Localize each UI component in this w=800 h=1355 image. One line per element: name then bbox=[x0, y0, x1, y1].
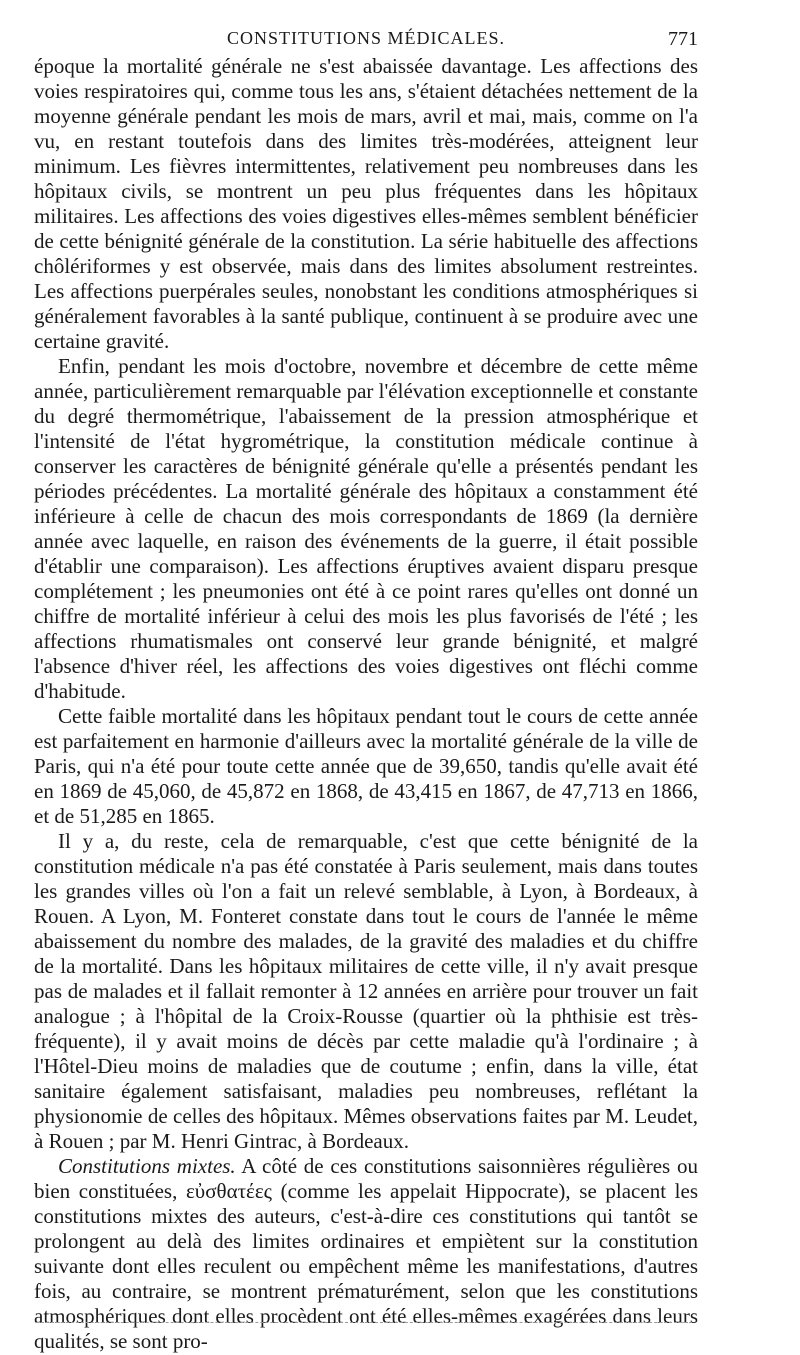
running-head: CONSTITUTIONS MÉDICALES. bbox=[227, 28, 505, 48]
document-page bbox=[34, 22, 698, 1354]
paragraph bbox=[34, 704, 698, 829]
paragraph-text: époque la mortalité générale ne s'est abaissée davantage. Les affections des voies respiratoires qui, comme tous les ans, s'étaient détachées nettement de la moyenne générale pendant les mois de mars, avril et mai, mais, comme on l'a vu, en restant toutefois dans des limites très-modérées, atteignent leur minimum. Les fièvres intermittentes, relativement peu nombreuses dans les hôpitaux civils, se montrent un peu plus fréquentes dans les hôpitaux militaires. Les affections des voies digestives elles-mêmes semblent bénéficier de cette bénignité générale de la constitution. La série habituelle des affections chôlériformes y est observée, mais dans des limites absolument restreintes. Les affections puerpérales seules, nonobstant les conditions atmosphériques si généralement favorables à la santé publique, continuent à se produire avec une certaine gravité. bbox=[34, 54, 698, 353]
page-header bbox=[34, 22, 698, 54]
paragraph-text: Il y a, du reste, cela de remarquable, c'est que cette bénignité de la constitution médicale n'a pas été constatée à Paris seulement, mais dans toutes les grandes villes où l'on a fait un relevé semblable, à Lyon, à Bordeaux, à Rouen. A Lyon, M. Fonteret constate dans tout le cours de l'année le même abaissement du nombre des malades, de la gravité des maladies et du chiffre de la mortalité. Dans les hôpitaux militaires de cette ville, il n'y avait presque pas de malades et il fallait remonter à 12 années en arrière pour trouver un fait analogue ; à l'hôpital de la Croix-Rousse (quartier où la phthisie est très-fréquente), il y avait moins de décès par cette maladie qu'à l'ordinaire ; à l'Hôtel-Dieu moins de maladies que de coutume ; enfin, dans la ville, état sanitaire également satisfaisant, maladies peu nombreuses, reflétant la physionomie de celles des hôpitaux. Mêmes observations faites par M. Leudet, à Rouen ; par M. Henri Gintrac, à Bordeaux. bbox=[34, 829, 698, 1153]
paragraph bbox=[34, 54, 698, 354]
paragraph bbox=[34, 829, 698, 1154]
footer-rule bbox=[36, 1322, 692, 1323]
paragraph-text: A côté de ces constitutions saisonnières régulières ou bien constituées, εὐσθατέες (comme les appelait Hippocrate), se placent les constitutions mixtes des auteurs, c'est-à-dire ces constitutions qui tantôt se prolongent au delà des limites ordinaires et empiètent sur la constitution suivante dont elles reculent ou empêchent même les manifestations, d'autres fois, au contraire, se montrent prématurément, selon que les constitutions atmosphériques dont elles procèdent ont été elles-mêmes exagérées dans leurs qualités, se sont pro- bbox=[34, 1154, 698, 1353]
paragraph bbox=[34, 1154, 698, 1354]
paragraph-text: Enfin, pendant les mois d'octobre, novembre et décembre de cette même année, particulièrement remarquable par l'élévation exceptionnelle et constante du degré thermométrique, l'abaissement de la pression atmosphérique et l'intensité de l'état hygrométrique, la constitution médicale continue à conserver les caractères de bénignité générale qu'elle a présentés pendant les périodes précédentes. La mortalité générale des hôpitaux a constamment été inférieure à celle de chacun des mois correspondants de 1869 (la dernière année avec laquelle, en raison des événements de la guerre, il était possible d'établir une comparaison). Les affections éruptives avaient disparu presque complétement ; les pneumonies ont été à ce point rares qu'elles ont donné un chiffre de mortalité inférieur à celui des mois les plus favorisés de l'été ; les affections rhumatismales ont conservé leur grande bénignité, et malgré l'absence d'hiver réel, les affections des voies digestives ont fléchi comme d'habitude. bbox=[34, 354, 698, 703]
paragraph-text: Cette faible mortalité dans les hôpitaux pendant tout le cours de cette année est parfaitement en harmonie d'ailleurs avec la mortalité générale de la ville de Paris, qui n'a été pour toute cette année que de 39,650, tandis qu'elle avait été en 1869 de 45,060, de 45,872 en 1868, de 43,415 en 1867, de 47,713 en 1866, et de 51,285 en 1865. bbox=[34, 704, 698, 828]
page-number: 771 bbox=[668, 28, 698, 50]
section-lead-in: Constitutions mixtes. bbox=[58, 1154, 236, 1178]
paragraph bbox=[34, 354, 698, 704]
body-text bbox=[34, 54, 698, 1354]
